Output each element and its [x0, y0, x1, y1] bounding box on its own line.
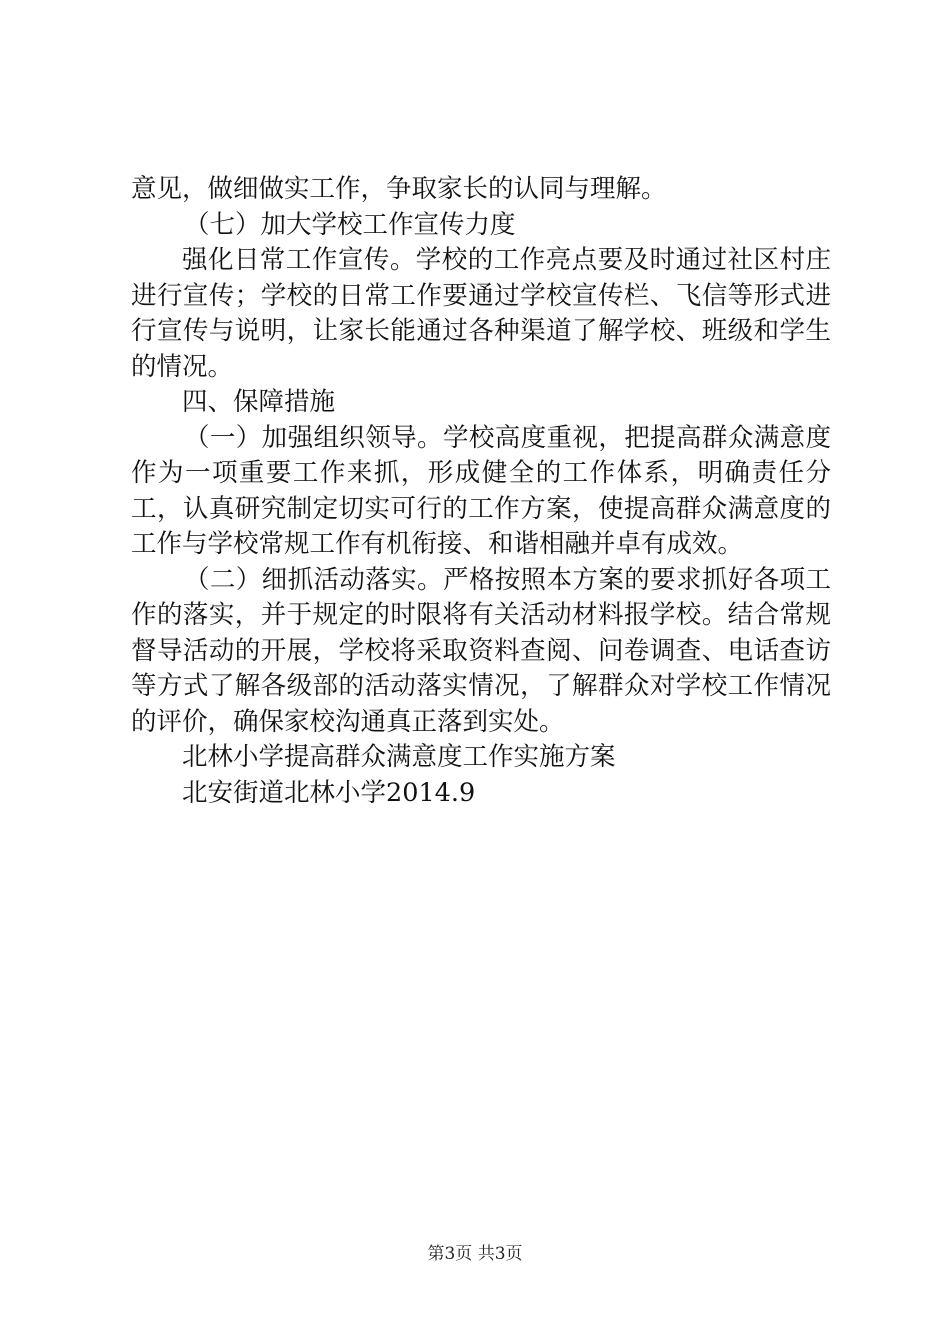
- paragraph-publicity: 强化日常工作宣传。学校的工作亮点要及时通过社区村庄进行宣传；学校的日常工作要通过学校宣传栏、飞信等形式进行宣传与说明，让家长能通过各种渠道了解学校、班级和学生的情况。: [131, 245, 831, 382]
- document-title-line: 北林小学提高群众满意度工作实施方案: [182, 742, 616, 772]
- paragraph-implementation: （二）细抓活动落实。严格按照本方案的要求抓好各项工作的落实，并于规定的时限将有关活动材料报学校。结合常规督导活动的开展，学校将采取资料查阅、问卷调查、电话查访等方式了解各级部的活动落实情况，了解群众对学校工作情况的评价，确保家校沟通真正落到实处。: [131, 564, 831, 737]
- paragraph-continuation: 意见，做细做实工作，争取家长的认同与理解。: [131, 174, 667, 204]
- signature-line: 北安街道北林小学2014.9: [182, 777, 476, 808]
- section-heading-guarantee: 四、保障措施: [182, 387, 336, 417]
- page-number-footer: 第3页 共3页: [427, 1244, 523, 1264]
- section-heading-publicity: （七）加大学校工作宣传力度: [184, 209, 516, 240]
- paragraph-leadership: （一）加强组织领导。学校高度重视，把提高群众满意度作为一项重要工作来抓，形成健全的工作体系，明确责任分工，认真研究制定切实可行的工作方案，使提高群众满意度的工作与学校常规工作有机衔接、和谐相融并卓有成效。: [131, 422, 831, 559]
- document-body: [131, 172, 831, 811]
